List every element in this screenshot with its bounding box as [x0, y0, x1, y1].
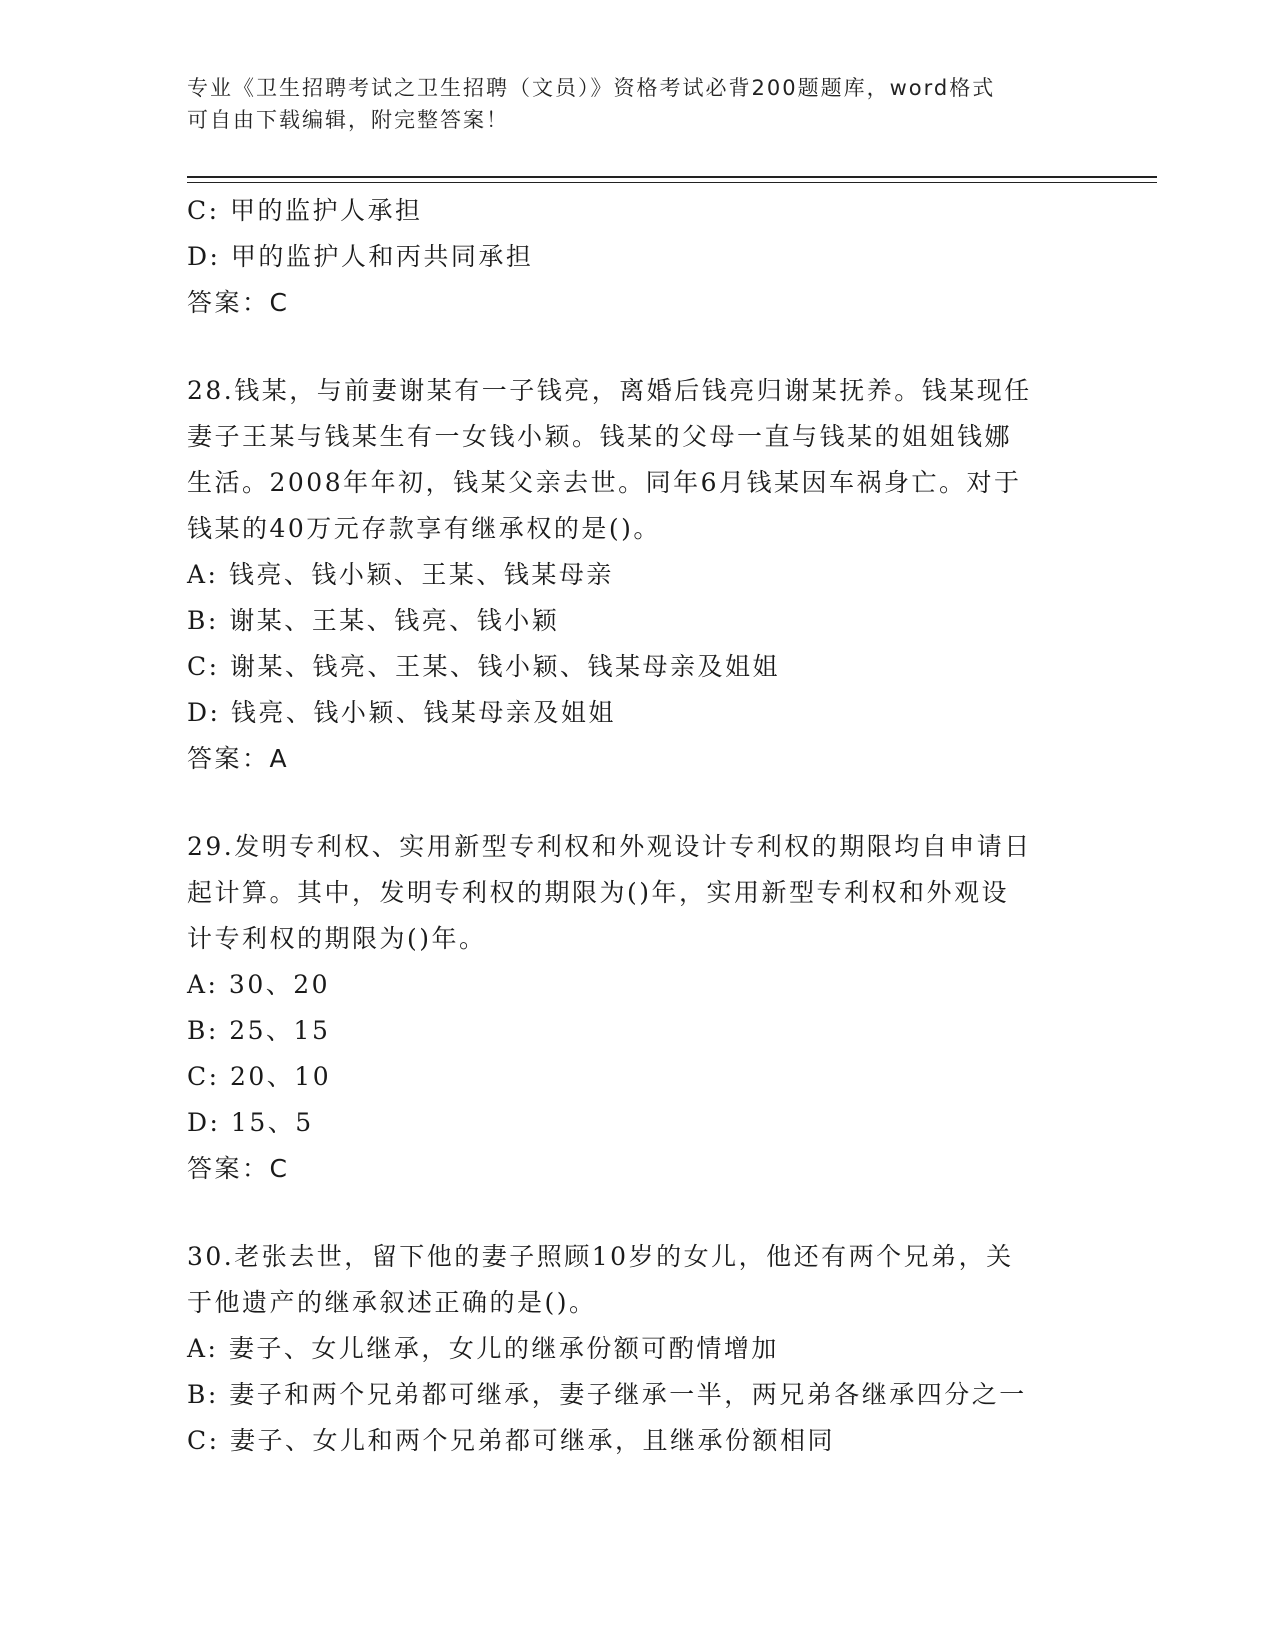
- option-a: A: 钱亮、钱小颖、王某、钱某母亲: [187, 560, 614, 589]
- option-c: C: 妻子、女儿和两个兄弟都可继承，且继承份额相同: [187, 1426, 836, 1455]
- question-27-tail: [187, 188, 1087, 326]
- header-rule-thin: [187, 182, 1157, 183]
- answer-line: 答案：C: [187, 288, 290, 317]
- stem-line: 28.钱某，与前妻谢某有一子钱亮，离婚后钱亮归谢某抚养。钱某现任: [187, 376, 1032, 405]
- question-spacer: [187, 1192, 1087, 1234]
- header-subtitle-line: 可自由下载编辑，附完整答案！: [187, 108, 509, 132]
- option-d: D: 钱亮、钱小颖、钱某母亲及姐姐: [187, 698, 616, 727]
- option-b: B: 25、15: [187, 1016, 331, 1045]
- answer-line: 答案：A: [187, 744, 290, 773]
- question-stem: [187, 368, 1087, 552]
- option-a: A: 30、20: [187, 970, 331, 999]
- option-c: C: 谢某、钱亮、王某、钱小颖、钱某母亲及姐姐: [187, 652, 780, 681]
- stem-line: 29.发明专利权、实用新型专利权和外观设计专利权的期限均自申请日: [187, 832, 1032, 861]
- option-b: B: 谢某、王某、钱亮、钱小颖: [187, 606, 560, 635]
- document-body: [187, 188, 1087, 1464]
- option-d: D: 甲的监护人和丙共同承担: [187, 242, 534, 271]
- stem-line: 于他遗产的继承叙述正确的是()。: [187, 1288, 597, 1317]
- option-c: C: 甲的监护人承担: [187, 196, 423, 225]
- stem-line: 计专利权的期限为()年。: [187, 924, 487, 953]
- question-spacer: [187, 782, 1087, 824]
- header-title-line: 专业《卫生招聘考试之卫生招聘（文员）》资格考试必背200题题库，word格式: [187, 76, 996, 100]
- question-28: [187, 368, 1087, 782]
- stem-line: 30.老张去世，留下他的妻子照顾10岁的女儿，他还有两个兄弟，关: [187, 1242, 1014, 1271]
- question-29: [187, 824, 1087, 1192]
- page-header: [187, 72, 1067, 136]
- question-spacer: [187, 326, 1087, 368]
- stem-line: 起计算。其中，发明专利权的期限为()年，实用新型专利权和外观设: [187, 878, 1010, 907]
- header-rule-thick: [187, 176, 1157, 178]
- option-d: D: 15、5: [187, 1108, 314, 1137]
- option-a: A: 妻子、女儿继承，女儿的继承份额可酌情增加: [187, 1334, 779, 1363]
- question-stem: [187, 824, 1087, 962]
- answer-line: 答案：C: [187, 1154, 290, 1183]
- option-c: C: 20、10: [187, 1062, 332, 1091]
- stem-line: 妻子王某与钱某生有一女钱小颖。钱某的父母一直与钱某的姐姐钱娜: [187, 422, 1013, 451]
- question-stem: [187, 1234, 1087, 1326]
- stem-line: 生活。2008年年初，钱某父亲去世。同年6月钱某因车祸身亡。对于: [187, 468, 1022, 497]
- option-b: B: 妻子和两个兄弟都可继承，妻子继承一半，两兄弟各继承四分之一: [187, 1380, 1027, 1409]
- stem-line: 钱某的40万元存款享有继承权的是()。: [187, 514, 661, 543]
- question-30: [187, 1234, 1087, 1464]
